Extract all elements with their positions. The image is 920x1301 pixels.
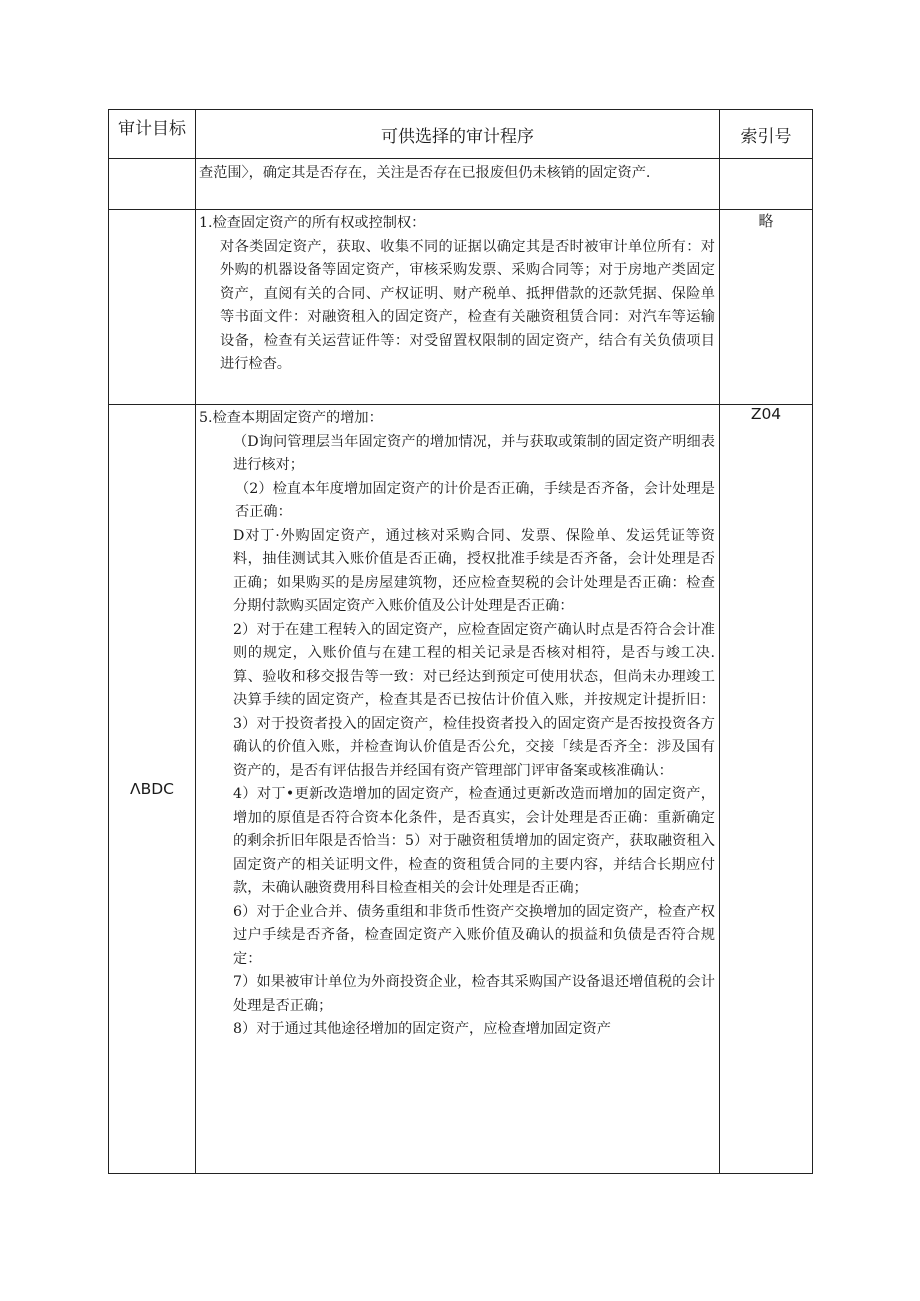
row2-goal-cell [109,210,196,405]
header-audit-goal [109,110,196,159]
audit-procedure-table [108,109,813,1174]
table-row [109,210,813,405]
row2-procedure-cell [196,210,720,405]
header-audit-procedure: 可供选择的审计程序 [196,110,720,159]
row3-item-5: 4）对丁•更新改造增加的固定资产，检查通过更新改造而增加的固定资产，增加的原值是否符合资本化条件，是否真实，会计处理是否正确：重新确定的剩余折旧年限是否恰当：5）对于融资租赁增加的固定资产，获取融资租入固定资产的相关证明文件，检查的资租赁合同的主要内容，并结合长期应付款，未确认融资费用科目检查相关的会计处理是否正确； [233,786,715,896]
row3-procedure-title: 5.检查本期固定资产的增加： [199,410,383,426]
row1-procedure-cell [196,159,720,210]
row3-index-cell: Z04 [720,405,813,1174]
row3-procedure-block [196,405,719,1046]
row2-procedure-block [196,210,719,381]
table-row [109,405,813,1174]
row2-index-cell: 略 [720,210,813,405]
header-index-number: 索引号 [720,110,813,159]
header-audit-goal-label: 审计目标 [118,119,186,139]
row3-item-6: 6）对于企业合并、债务重组和非货币性资产交换增加的固定资产，检查产权过户手续是否齐备，检查固定资产入账价值及确认的损益和负债是否符合规定： [233,903,715,967]
row3-goal-cell: ΛBDC [109,405,196,1174]
row2-procedure-body: 对各类固定资产，获取、收集不同的证据以确定其是否时被审计单位所有：对外购的机器设备等固定资产，审核采购发票、采购合同等；对于房地产类固定资产，直阅有关的合同、产权证明、财产税单、抵押借款的还款凭据、保险单等书面文件：对融资租入的固定资产，检查有关融资租赁合同：对汽车等运输设备，检查有关运营证件等：对受留置权限制的固定资产，结合有关负债项目进行检杳。 [220,238,715,372]
row3-item-1: （D询问管理层当年固定资产的增加情况，并与获取或策制的固定资产明细表进行核对； [233,433,715,473]
row1-goal-cell [109,159,196,210]
row3-item-4: 2）对于在建工程转入的固定资产，应检查固定资产确认时点是否符合会计准则的规定，入账价值与在建工程的相关记录是否核对相符，是否与竣工决.算、验收和移交报告等一致：对已经达到预定可使用状态，但尚未办理竣工决算手续的固定资产，检查其是否已按估计价值入账，并按规定计提折旧：3）对于投资者投入的固定资产，检佳投资者投入的固定资产是否按投资各方确认的价值入账，并检查询认价值是否公允，交接「续是否齐全：涉及国有资产的，是否有评估报告并经国有资产管理部门评审备案或核准确认： [233,621,715,779]
row2-procedure-title: 1.检查固定资产的所有权或控制权： [199,215,426,231]
table-header-row [109,110,813,159]
row3-item-7: 7）如果被审计单位为外商投资企业，检杳其采购国产设备退还增值税的会计处理是否正确； [233,974,715,1014]
row1-index-cell [720,159,813,210]
row3-procedure-cell [196,405,720,1174]
row3-item-8: 8）对于通过其他途径增加的固定资产，应检查增加固定资产 [233,1021,611,1037]
table-row [109,159,813,210]
row1-procedure-text: 查范围〉，确定其是否存在，关注是否存在已报废但仍未核销的固定资产. [199,165,651,181]
row3-item-3: D对丁·外购固定资产，通过核对采购合同、发票、保险单、发运凭证等资料，抽佳测试其入账价值是否正确，授权批准手续是否齐备，会计处理是否正确；如果购买的是房屋建筑物，还应检查契税的会计处理是否正确：检查分期付款购买固定资产入账价值及公计处理是否正确： [233,527,715,614]
row3-item-2: （2）检直本年度增加固定资产的计价是否正确，手续是否齐备，会计处理是否正确： [235,480,715,520]
